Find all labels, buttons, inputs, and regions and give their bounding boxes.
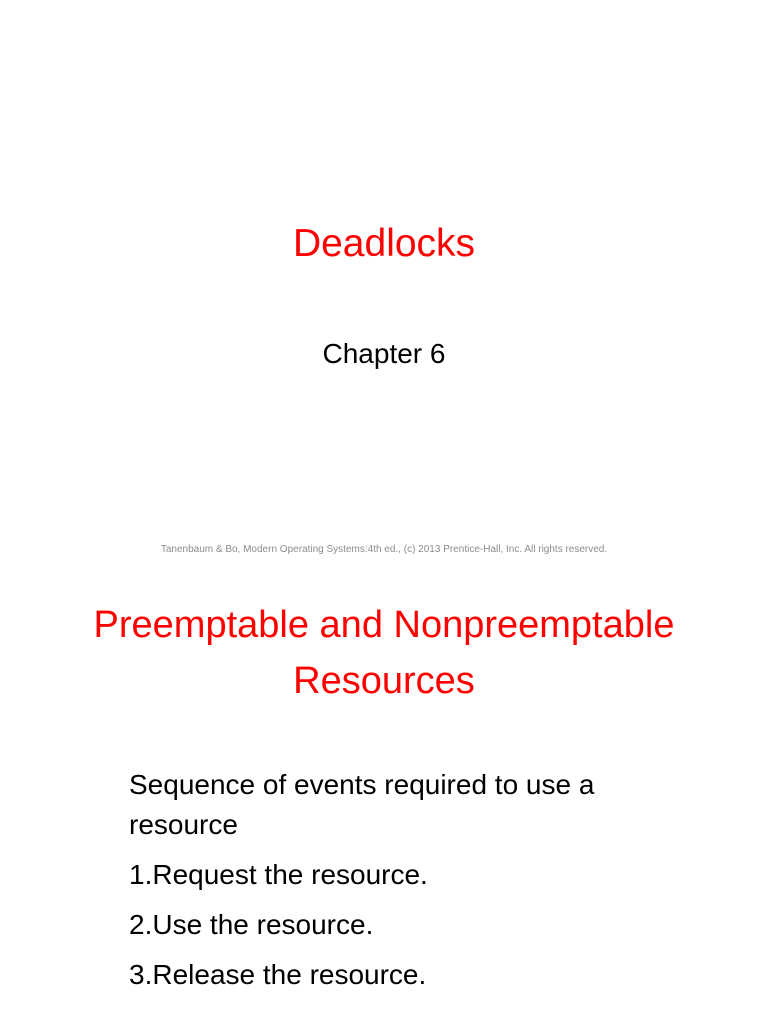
list-item: 1.Request the resource. <box>129 859 428 890</box>
title-line: Preemptable and Nonpreemptable <box>93 604 675 646</box>
list-item: 2.Use the resource. <box>129 909 374 940</box>
slide-title <box>0 597 768 709</box>
slide-body <box>129 765 689 1005</box>
slide-subtitle: Chapter 6 <box>322 338 446 369</box>
copyright-footer: Tanenbaum & Bo, Modern Operating Systems:4th ed., (c) 2013 Prentice-Hall, Inc. All rights reserved. <box>160 544 608 555</box>
slide-title: Deadlocks <box>292 222 476 265</box>
slide-preemptable-resources <box>0 576 768 1024</box>
intro-text: Sequence of events required to use a resource <box>129 769 595 840</box>
title-line: Resources <box>293 660 475 702</box>
list-item: 3.Release the resource. <box>129 959 427 990</box>
